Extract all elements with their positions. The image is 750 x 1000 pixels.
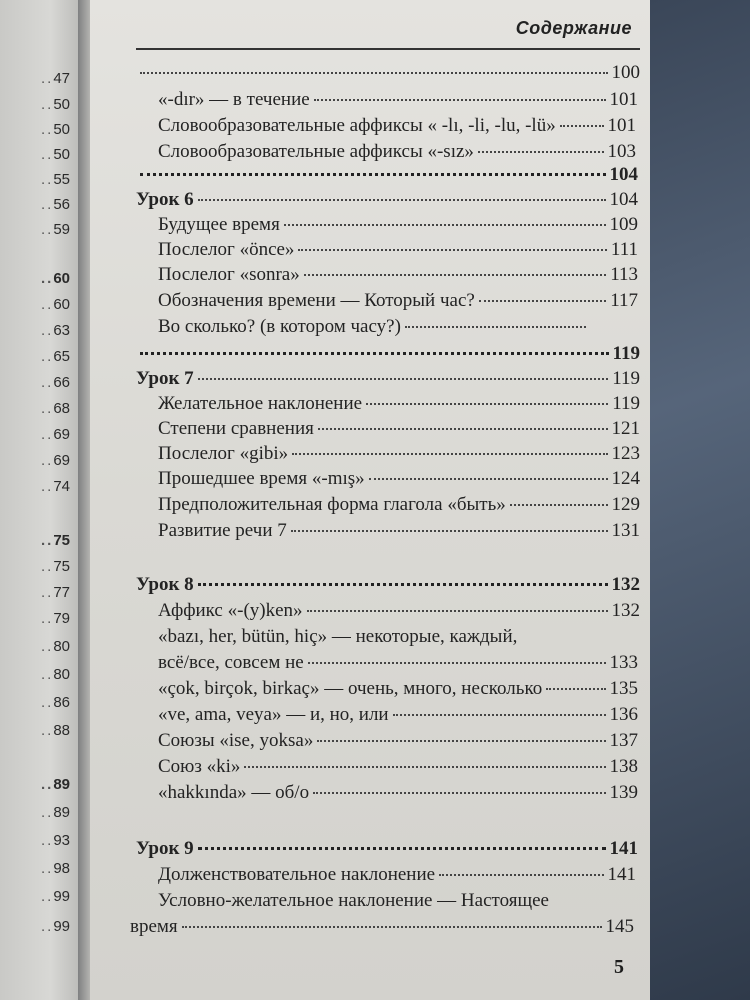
- toc-lesson-heading: Урок 6 104: [136, 189, 638, 210]
- left-page-number: ..75: [40, 558, 70, 575]
- left-page-number: ..74: [40, 478, 70, 495]
- toc-page-number: 137: [609, 730, 638, 751]
- toc-entry: Послелог «önce» 111: [158, 239, 638, 260]
- toc-entry: Желательное наклонение 119: [158, 393, 640, 414]
- toc-lesson-heading: Урок 7 119: [136, 368, 640, 389]
- left-page-number: ..99: [40, 888, 70, 905]
- toc-entry: Во сколько? (в котором часу?): [158, 316, 590, 338]
- left-page-number: ..47: [40, 70, 70, 87]
- toc-entry: Обозначения времени — Который час? 117: [158, 290, 638, 311]
- toc-entry: [136, 62, 640, 84]
- left-page-number: ..86: [40, 694, 70, 711]
- toc-page-number: 131: [611, 520, 640, 541]
- toc-entry-line: Условно-желательное наклонение — Настоящее: [158, 890, 549, 911]
- page-header-title: Содержание: [515, 18, 632, 38]
- toc-entry: Послелог «gibi» 123: [158, 443, 640, 464]
- left-page-number: ..89: [40, 776, 70, 793]
- toc-entry: Словообразовательные аффиксы «-sız» 103: [158, 141, 636, 162]
- toc-entry: Союз «ki» 138: [158, 756, 638, 777]
- left-page-number: ..59: [40, 221, 70, 238]
- toc-entry: Долженствовательное наклонение 141: [158, 864, 636, 885]
- left-page-number: ..50: [40, 121, 70, 138]
- left-page-number: ..68: [40, 400, 70, 417]
- toc-lesson-summary: [136, 343, 640, 365]
- toc-page: [90, 0, 650, 1000]
- toc-page-number: 119: [612, 368, 640, 389]
- toc-page-number: 113: [610, 264, 638, 285]
- toc-page-number: 117: [610, 290, 638, 311]
- toc-page-number: 132: [611, 600, 640, 621]
- left-page-number: ..50: [40, 96, 70, 113]
- toc-entry: Будущее время 109: [158, 214, 638, 235]
- left-page-number: ..88: [40, 722, 70, 739]
- left-page-number: ..93: [40, 832, 70, 849]
- toc-page-number: 124: [611, 468, 640, 489]
- left-page-number: ..66: [40, 374, 70, 391]
- toc-page-number: 135: [609, 678, 638, 699]
- toc-entry: Союзы «ise, yoksa» 137: [158, 730, 638, 751]
- page-number: 5: [614, 956, 624, 978]
- left-page-number: ..80: [40, 638, 70, 655]
- left-page-number: ..77: [40, 584, 70, 601]
- toc-page-number: 145: [605, 916, 634, 937]
- left-page-number: ..60: [40, 270, 70, 287]
- toc-page-number: 141: [607, 864, 636, 885]
- toc-page-number: 119: [612, 393, 640, 414]
- toc-entry: «ve, ama, veya» — и, но, или 136: [158, 704, 638, 725]
- toc-page-number: 100: [611, 62, 640, 83]
- left-page-number: ..75: [40, 532, 70, 549]
- background-fabric: [640, 0, 750, 1000]
- toc-entry: Аффикс «-(y)ken» 132: [158, 600, 640, 621]
- left-page-number: ..65: [40, 348, 70, 365]
- toc-lesson-heading: Урок 9 141: [136, 838, 638, 859]
- toc-page-number: 121: [611, 418, 640, 439]
- toc-page-number: 101: [609, 89, 638, 110]
- left-page-number: ..80: [40, 666, 70, 683]
- toc-entry: Словообразовательные аффиксы « -lı, -li, -lu, -lü» 101: [158, 115, 636, 136]
- previous-page-fragment: [0, 0, 84, 1000]
- toc-page-number: 101: [607, 115, 636, 136]
- toc-entry: «-dır» — в течение 101: [158, 89, 638, 110]
- toc-entry: Степени сравнения 121: [158, 418, 640, 439]
- left-page-number: ..89: [40, 804, 70, 821]
- toc-page-number: 123: [611, 443, 640, 464]
- header-rule: [136, 48, 640, 50]
- toc-entry-line: «bazı, her, bütün, hiç» — некоторые, каждый,: [158, 626, 518, 647]
- left-page-number: ..69: [40, 452, 70, 469]
- toc-entry: «hakkında» — об/о 139: [158, 782, 638, 803]
- toc-page-number: 103: [607, 141, 636, 162]
- toc-lesson-summary: [136, 164, 638, 186]
- left-page-number: ..79: [40, 610, 70, 627]
- toc-page-number: 133: [609, 652, 638, 673]
- toc-entry: Прошедшее время «-mış» 124: [158, 468, 640, 489]
- toc-page-number: 119: [612, 343, 640, 364]
- toc-page-number: 132: [611, 574, 640, 595]
- toc-page-number: 141: [609, 838, 638, 859]
- left-page-number: ..60: [40, 296, 70, 313]
- toc-entry: Предположительная форма глагола «быть» 129: [158, 494, 640, 515]
- left-page-number: ..56: [40, 196, 70, 213]
- left-page-number: ..50: [40, 146, 70, 163]
- left-page-number: ..99: [40, 918, 70, 935]
- toc-page-number: 109: [609, 214, 638, 235]
- toc-page-number: 136: [609, 704, 638, 725]
- toc-lesson-heading: Урок 8 132: [136, 574, 640, 595]
- left-page-number: ..98: [40, 860, 70, 877]
- toc-entry: Развитие речи 7 131: [158, 520, 640, 541]
- left-page-number: ..55: [40, 171, 70, 188]
- toc-page-number: 104: [609, 189, 638, 210]
- toc-entry: всё/все, совсем не 133: [158, 652, 638, 673]
- toc-page-number: 111: [610, 239, 638, 260]
- toc-entry: «çok, birçok, birkaç» — очень, много, несколько 135: [158, 678, 638, 699]
- toc-page-number: 139: [609, 782, 638, 803]
- toc-entry: Послелог «sonra» 113: [158, 264, 638, 285]
- toc-page-number: 104: [609, 164, 638, 185]
- toc-page-number: 129: [611, 494, 640, 515]
- toc-entry: время 145: [130, 916, 634, 937]
- left-page-number: ..69: [40, 426, 70, 443]
- toc-page-number: 138: [609, 756, 638, 777]
- left-page-number: ..63: [40, 322, 70, 339]
